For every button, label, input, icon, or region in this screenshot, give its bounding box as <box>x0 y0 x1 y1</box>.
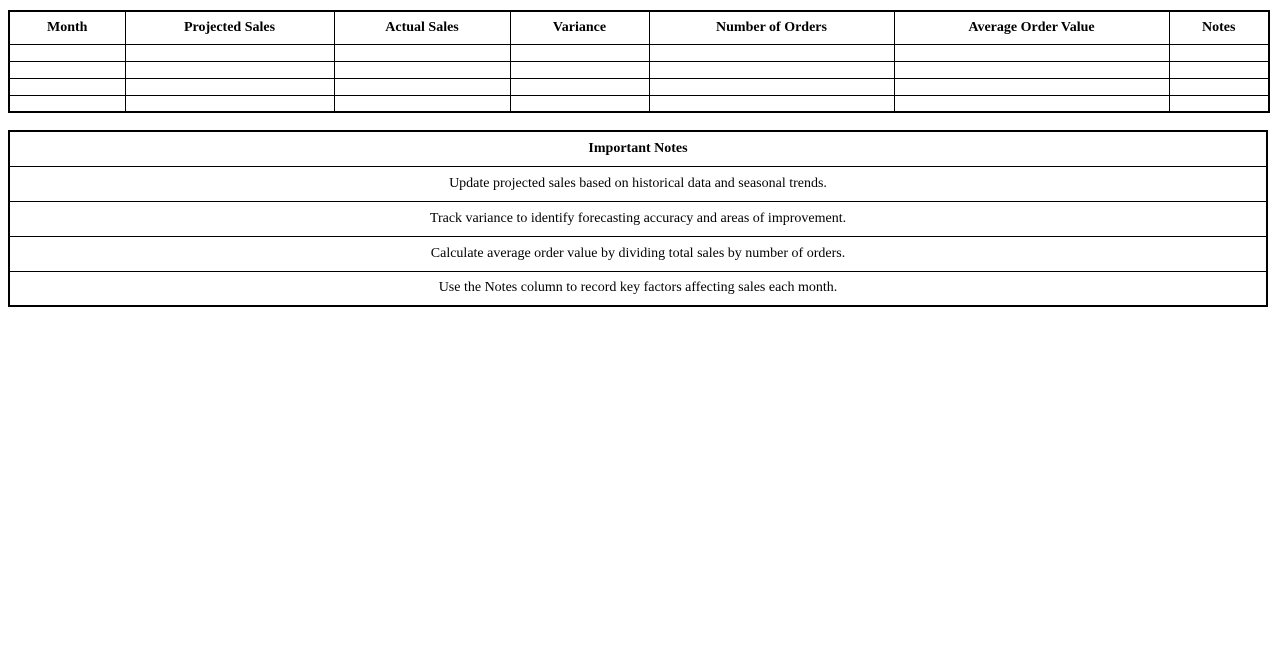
sales-forecast-body <box>9 44 1269 112</box>
empty-cell <box>125 95 334 112</box>
empty-cell <box>9 95 125 112</box>
table-row <box>9 11 1269 44</box>
empty-cell <box>894 95 1169 112</box>
column-header-actual-sales: Actual Sales <box>334 11 510 44</box>
empty-cell <box>510 61 649 78</box>
empty-cell <box>9 61 125 78</box>
column-header-average-order-value: Average Order Value <box>894 11 1169 44</box>
column-header-number-of-orders: Number of Orders <box>649 11 894 44</box>
empty-cell <box>334 44 510 61</box>
empty-cell <box>1169 61 1269 78</box>
empty-cell <box>649 61 894 78</box>
note-item: Update projected sales based on historical data and seasonal trends. <box>9 166 1267 201</box>
empty-cell <box>894 44 1169 61</box>
empty-cell <box>125 44 334 61</box>
important-notes-body <box>9 166 1267 306</box>
empty-cell <box>334 61 510 78</box>
table-row <box>9 44 1269 61</box>
important-notes-header-row <box>9 131 1267 166</box>
column-header-variance: Variance <box>510 11 649 44</box>
empty-cell <box>510 44 649 61</box>
empty-cell <box>1169 78 1269 95</box>
important-notes-title: Important Notes <box>9 131 1267 166</box>
sales-forecast-table <box>8 10 1270 113</box>
empty-cell <box>334 78 510 95</box>
note-item: Track variance to identify forecasting accuracy and areas of improvement. <box>9 201 1267 236</box>
sales-forecast-header-row <box>9 11 1269 44</box>
empty-cell <box>649 78 894 95</box>
empty-cell <box>649 44 894 61</box>
table-row <box>9 95 1269 112</box>
column-header-projected-sales: Projected Sales <box>125 11 334 44</box>
empty-cell <box>1169 44 1269 61</box>
column-header-notes: Notes <box>1169 11 1269 44</box>
table-row <box>9 131 1267 166</box>
empty-cell <box>894 61 1169 78</box>
empty-cell <box>125 61 334 78</box>
empty-cell <box>510 95 649 112</box>
note-item: Use the Notes column to record key factors affecting sales each month. <box>9 271 1267 306</box>
column-header-month: Month <box>9 11 125 44</box>
table-row <box>9 166 1267 201</box>
table-row <box>9 236 1267 271</box>
note-item: Calculate average order value by dividing total sales by number of orders. <box>9 236 1267 271</box>
important-notes-table <box>8 130 1268 307</box>
table-row <box>9 201 1267 236</box>
table-row <box>9 61 1269 78</box>
empty-cell <box>510 78 649 95</box>
empty-cell <box>125 78 334 95</box>
empty-cell <box>334 95 510 112</box>
empty-cell <box>649 95 894 112</box>
empty-cell <box>894 78 1169 95</box>
empty-cell <box>9 44 125 61</box>
table-row <box>9 271 1267 306</box>
empty-cell <box>9 78 125 95</box>
table-row <box>9 78 1269 95</box>
empty-cell <box>1169 95 1269 112</box>
